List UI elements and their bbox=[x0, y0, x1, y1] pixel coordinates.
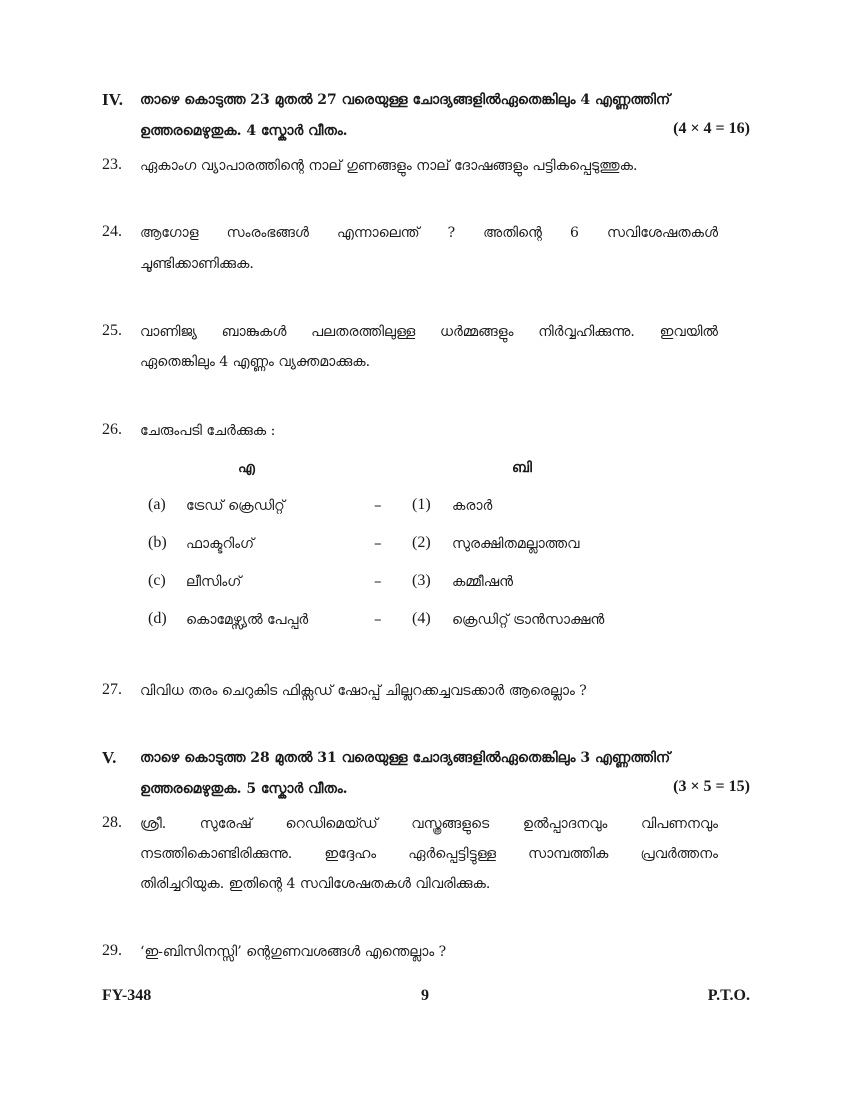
section-v-instruction-line1: താഴെ കൊടുത്ത 28 മുതൽ 31 വരെയുള്ള ചോദ്യങ്ങളിൽഏതെങ്കിലും 3 എണ്ണത്തിന് bbox=[140, 750, 671, 766]
question-28-number: 28. bbox=[102, 814, 122, 831]
question-26-number: 26. bbox=[102, 421, 122, 438]
question-26-text: ചേരുംപടി ചേർക്കുക : bbox=[140, 423, 276, 439]
match-number: (4) bbox=[412, 610, 431, 627]
match-row-label: (a) bbox=[148, 496, 166, 513]
question-28-line1: ശ്രീ. സുരേഷ് റെഡിമെയ്ഡ് വസ്ത്രങ്ങളുടെ ഉൽപ്പാദനവും വിപണനവും bbox=[140, 816, 718, 832]
match-item-b: ക്രെഡിറ്റ് ട്രാൻസാക്ഷൻ bbox=[452, 612, 605, 628]
question-27-text: വിവിധ തരം ചെറുകിട ഫിക്സഡ് ഷോപ്പ് ചില്ലറക്കച്ചവടക്കാർ ആരെല്ലാം ? bbox=[140, 683, 587, 699]
match-number: (1) bbox=[412, 496, 431, 513]
section-iv-marks: (4 × 4 = 16) bbox=[673, 120, 750, 137]
footer-page-number: 9 bbox=[421, 987, 429, 1004]
question-24-line1: ആഗോള സംരംഭങ്ങൾ എന്നാലെന്ത് ? അതിന്റെ 6 സവിശേഷതകൾ bbox=[140, 225, 718, 241]
match-item-b: കരാർ bbox=[452, 498, 493, 514]
match-item-a: ലീസിംഗ് bbox=[186, 574, 242, 590]
match-dash: – bbox=[374, 572, 382, 590]
match-row-label: (c) bbox=[148, 572, 166, 589]
question-24-line2: ചൂണ്ടിക്കാണിക്കുക. bbox=[140, 256, 254, 272]
question-23-number: 23. bbox=[102, 156, 122, 173]
match-row-label: (b) bbox=[148, 534, 167, 551]
column-a-heading: എ bbox=[238, 460, 255, 476]
match-row-label: (d) bbox=[148, 610, 167, 627]
match-item-b: സുരക്ഷിതമല്ലാത്തവ bbox=[452, 536, 580, 552]
match-item-a: ട്രേഡ് ക്രെഡിറ്റ് bbox=[186, 498, 285, 514]
section-v-marks: (3 × 5 = 15) bbox=[673, 778, 750, 795]
match-dash: – bbox=[374, 610, 382, 628]
match-item-a: കൊമേഴ്സ്യൽ പേപ്പർ bbox=[186, 612, 309, 628]
question-25-line2: ഏതെങ്കിലും 4 എണ്ണം വ്യക്തമാക്കുക. bbox=[140, 354, 371, 370]
question-29-number: 29. bbox=[102, 942, 122, 959]
footer-exam-code: FY-348 bbox=[102, 987, 152, 1004]
footer-pto: P.T.O. bbox=[707, 987, 750, 1004]
section-v-instruction-line2: ഉത്തരമെഴുതുക. 5 സ്കോർ വീതം. bbox=[140, 781, 348, 797]
section-v-number: V. bbox=[102, 748, 117, 767]
match-dash: – bbox=[374, 496, 382, 514]
match-item-a: ഫാക്ടറിംഗ് bbox=[186, 536, 255, 552]
question-28-line2: നടത്തികൊണ്ടിരിക്കുന്നു. ഇദ്ദേഹം ഏർപ്പെട്ടിട്ടുള്ള സാമ്പത്തിക പ്രവർത്തനം bbox=[140, 846, 718, 862]
section-iv-instruction-line1: താഴെ കൊടുത്ത 23 മുതൽ 27 വരെയുള്ള ചോദ്യങ്ങളിൽഏതെങ്കിലും 4 എണ്ണത്തിന് bbox=[140, 92, 671, 108]
match-dash: – bbox=[374, 534, 382, 552]
question-25-number: 25. bbox=[102, 322, 122, 339]
column-b-heading: ബി bbox=[512, 460, 532, 476]
section-iv-number: IV. bbox=[102, 90, 123, 109]
question-29-text: ‘ഇ-ബിസിനസ്സി’ ന്റെഗുണവശങ്ങൾ എന്തെല്ലാം ? bbox=[140, 944, 447, 960]
match-item-b: കമ്മീഷൻ bbox=[452, 574, 513, 590]
question-24-number: 24. bbox=[102, 223, 122, 240]
match-number: (2) bbox=[412, 534, 431, 551]
match-number: (3) bbox=[412, 572, 431, 589]
question-23-text: ഏകാംഗ വ്യാപാരത്തിന്റെ നാല് ഗുണങ്ങളും നാല് ദോഷങ്ങളും പട്ടികപ്പെടുത്തുക. bbox=[140, 158, 638, 174]
question-28-line3: തിരിച്ചറിയുക. ഇതിന്റെ 4 സവിശേഷതകൾ വിവരിക്കുക. bbox=[140, 876, 491, 892]
section-iv-instruction-line2: ഉത്തരമെഴുതുക. 4 സ്കോർ വീതം. bbox=[140, 123, 348, 139]
question-27-number: 27. bbox=[102, 681, 122, 698]
question-25-line1: വാണിജ്യ ബാങ്കുകൾ പലതരത്തിലുള്ള ധർമ്മങ്ങളും നിർവ്വഹിക്കുന്നു. ഇവയിൽ bbox=[140, 324, 718, 340]
